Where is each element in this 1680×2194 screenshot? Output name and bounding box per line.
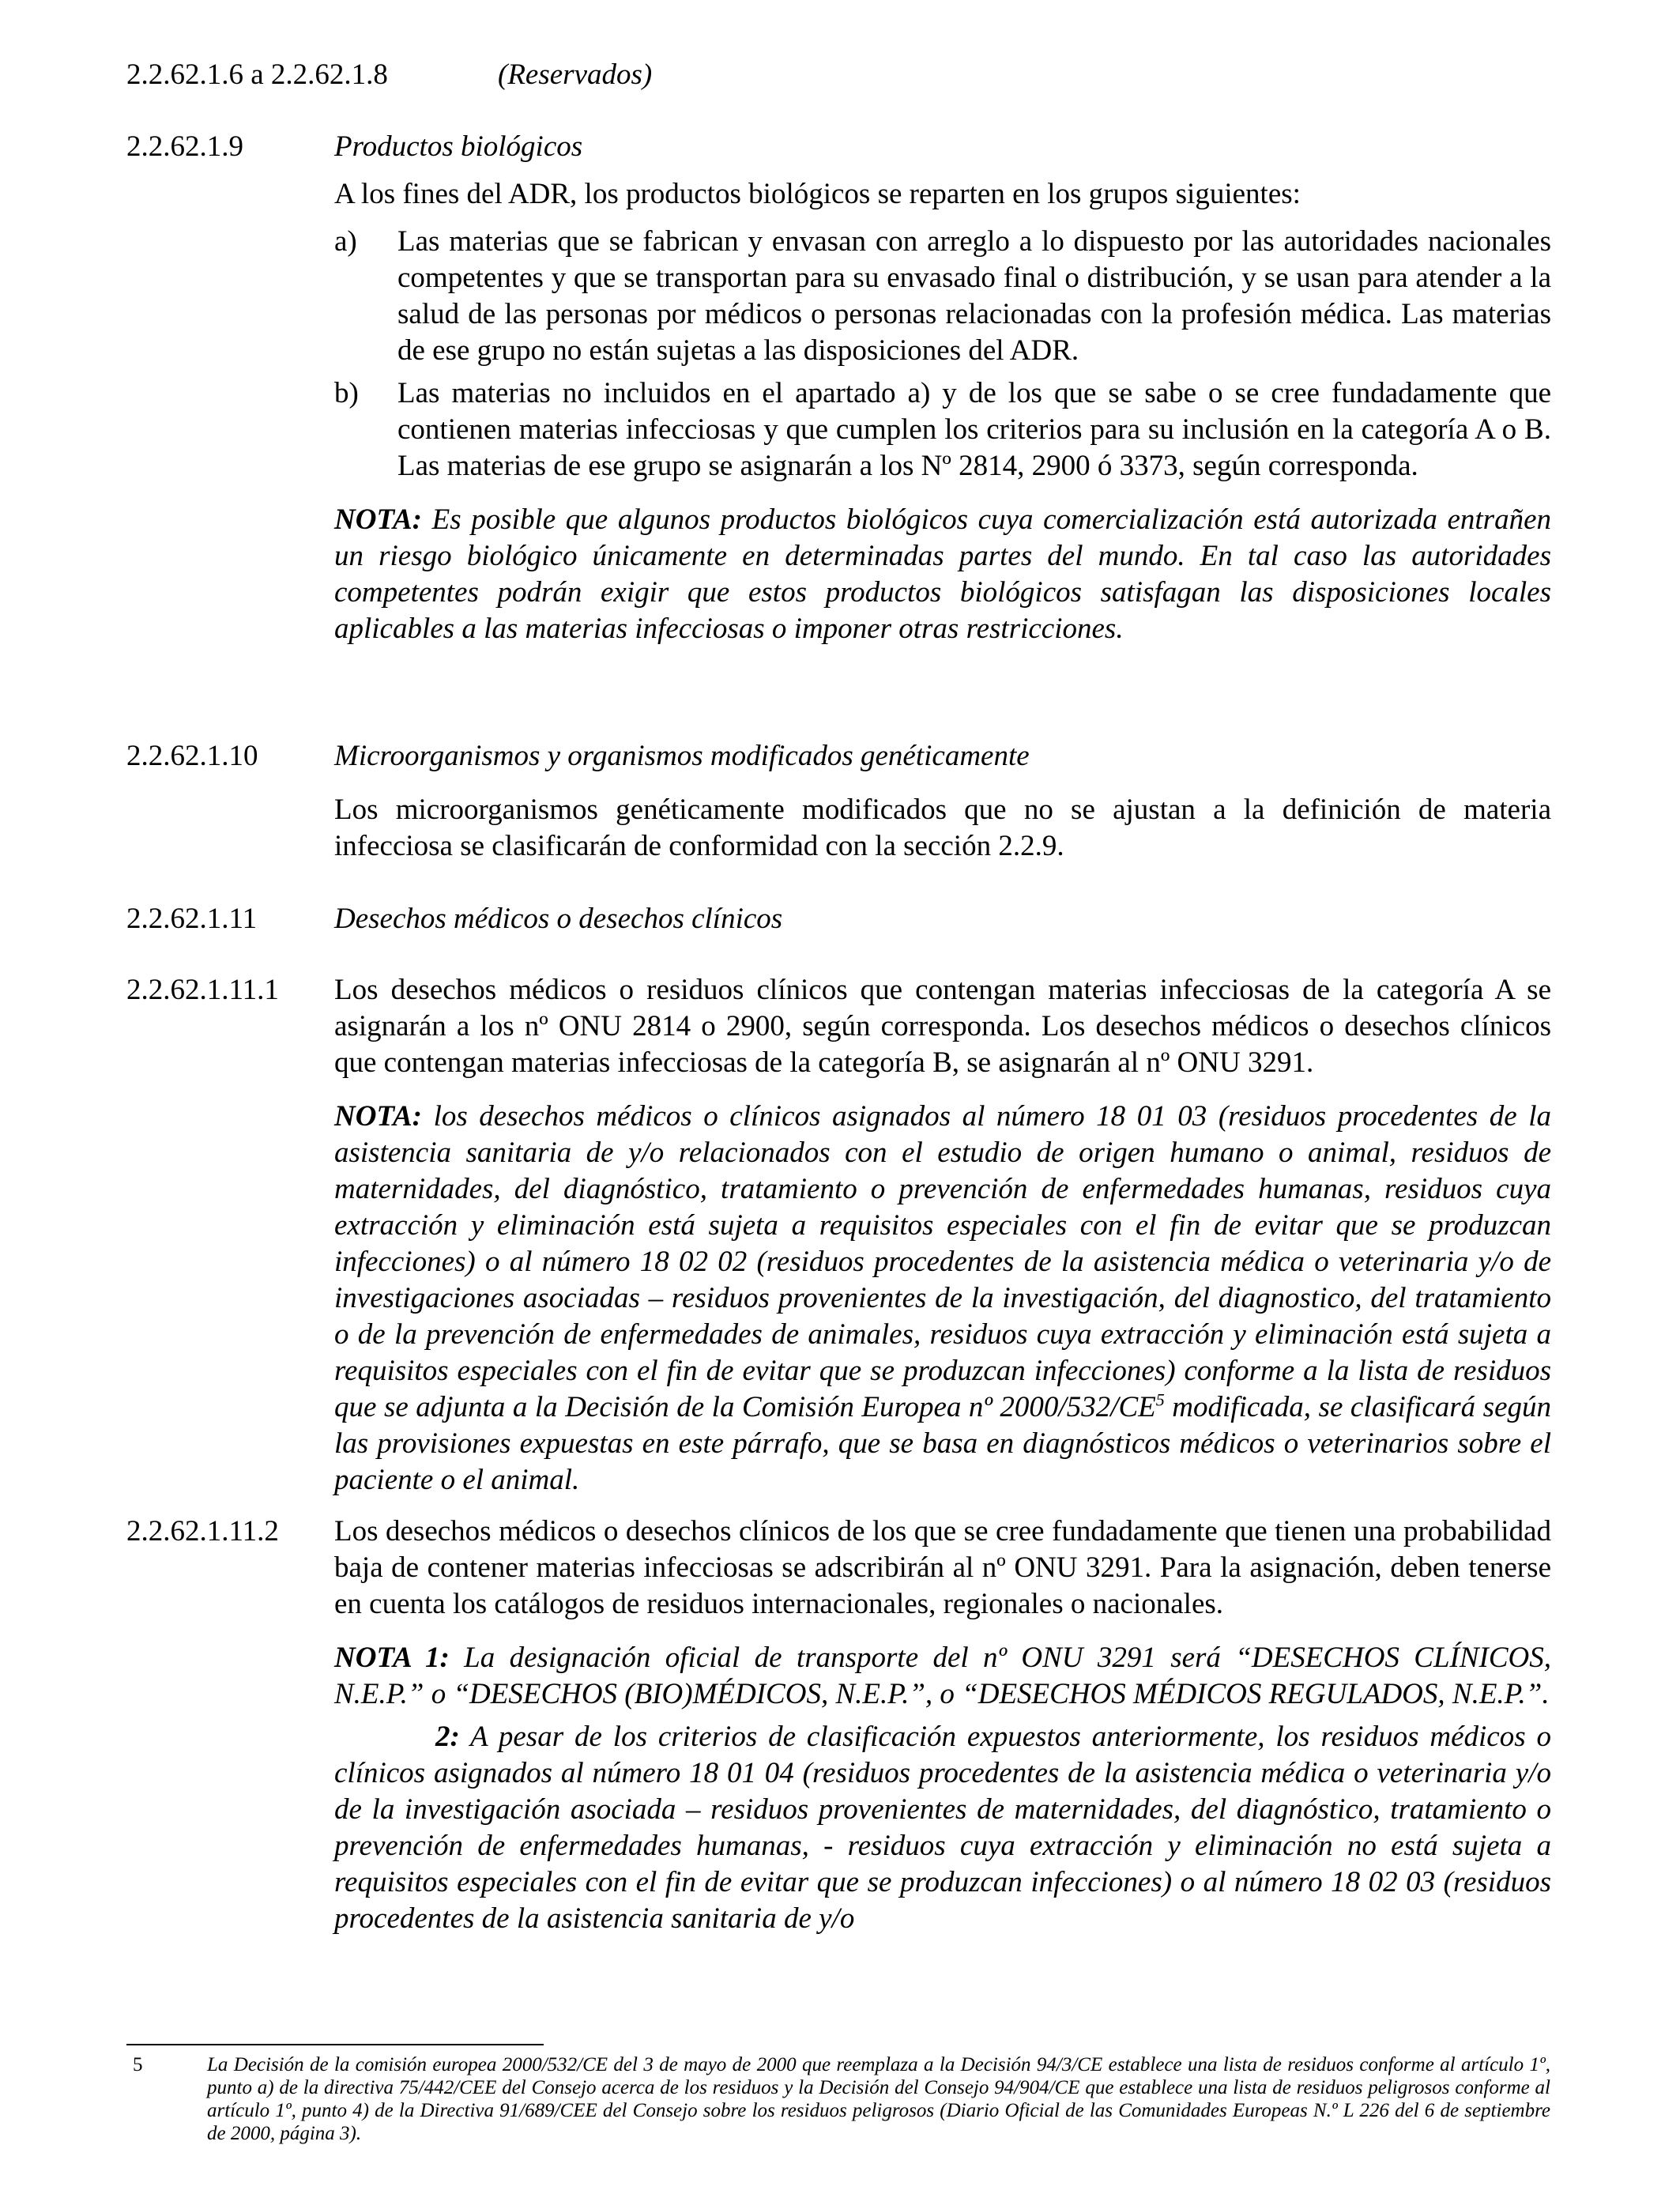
section-number: 2.2.62.1.11.2 bbox=[126, 1515, 279, 1547]
note-label: 2: bbox=[435, 1721, 460, 1753]
section-title: Microorganismos y organismos modificados genéticamente bbox=[334, 740, 1030, 772]
section-number: 2.2.62.1.10 bbox=[126, 740, 258, 772]
footnote-ref[interactable]: 5 bbox=[1155, 1389, 1165, 1410]
footnote-separator bbox=[126, 2044, 544, 2045]
list-item-label: b) bbox=[334, 377, 359, 409]
note-text: los desechos médicos o clínicos asignados al número 18 01 03 (residuos procedentes de la asistencia sanitaria de y/o relacionados con el estudio de origen humano o animal, residuos de maternidades, del diagnóstico, tratamiento o prevención de enfermedades humanas, residuos cuya extracción y eliminación está sujeta a requisitos especiales con el fin de evitar que se produzcan infecciones) o al número 18 02 02 (residuos procedentes de la asistencia médica o veterinaria y/o de investigaciones asociadas – residuos provenientes de la investigación, del diagnostico, del tratamiento o de la prevención de enfermedades de animales, residuos cuya extracción y eliminación está sujeta a requisitos especiales con el fin de evitar que se produzcan infecciones) conforme a la lista de residuos que se adjunta a la Decisión de la Comisión Europea nº 2000/532/CE bbox=[334, 1100, 1551, 1423]
list-item-text: Las materias no incluidos en el apartado a) y de los que se sabe o se cree fundadamente que contienen materias infecciosas y que cumplen los criterios para su inclusión en la categoría A o B. Las materias de ese grupo se asignarán a los Nº 2814, 2900 ó 3373, según corresponda. bbox=[397, 377, 1551, 482]
section-title: Productos biológicos bbox=[334, 130, 583, 163]
section-text: Los desechos médicos o residuos clínicos que contengan materias infecciosas de la categoría A se asignarán a los nº ONU 2814 o 2900, según corresponda. Los desechos médicos o desechos clínicos que contengan materias infecciosas de la categoría B, se asignarán al nº ONU 3291. bbox=[334, 974, 1551, 1079]
list-item bbox=[334, 224, 1551, 369]
footnote-text: La Decisión de la comisión europea 2000/532/CE del 3 de mayo de 2000 que reemplaza a la Decisión 94/3/CE establece una lista de residuos conforme al artículo 1º, punto a) de la directiva 75/442/CEE del Consejo acerca de los residuos y la Decisión del Consejo 94/904/CE que establece una lista de residuos peligrosos conforme al artículo 1º, punto 4) de la Directiva 91/689/CEE del Consejo sobre los residuos peligrosos (Diario Oficial de las Comunidades Europeas N.º L 226 del 6 de septiembre de 2000, página 3). bbox=[207, 2054, 1550, 2144]
note-text: La designación oficial de transporte del nº ONU 3291 será “DESECHOS CLÍNICOS, N.E.P.” o “DESECHOS (BIO)MÉDICOS, N.E.P.”, o “DESECHOS MÉDICOS REGULADOS, N.E.P.”. bbox=[334, 1642, 1551, 1710]
section-title: (Reservados) bbox=[498, 58, 653, 91]
list-item-text: Las materias que se fabrican y envasan con arreglo a lo dispuesto por las autoridades nacionales competentes y que se transportan para su envasado final o distribución, y se usan para atender a la salud de las personas por médicos o personas relacionadas con la profesión médica. Las materias de ese grupo no están sujetas a las disposiciones del ADR. bbox=[397, 225, 1551, 367]
note bbox=[334, 502, 1551, 647]
footnote-mark: 5 bbox=[133, 2054, 143, 2075]
note-label: NOTA 1: bbox=[334, 1642, 450, 1674]
note bbox=[334, 1099, 1551, 1498]
section-text: Los microorganismos genéticamente modificados que no se ajustan a la definición de materia infecciosa se clasificarán de conformidad con la sección 2.2.9. bbox=[334, 794, 1551, 862]
section-number: 2.2.62.1.11.1 bbox=[126, 974, 279, 1006]
note-1 bbox=[334, 1640, 1551, 1713]
note-text-continued: modificada, se clasificará según las provisiones expuestas en este párrafo, que se basa en diagnósticos médicos o veterinarios sobre el paciente o el animal. bbox=[334, 1391, 1552, 1496]
note-label: NOTA: bbox=[334, 1100, 422, 1133]
section-number: 2.2.62.1.9 bbox=[126, 130, 243, 163]
section-number: 2.2.62.1.6 a 2.2.62.1.8 bbox=[126, 58, 388, 91]
note-text: Es posible que algunos productos biológicos cuya comercialización está autorizada entrañen un riesgo biológico únicamente en determinadas partes del mundo. En tal caso las autoridades competentes podrán exigir que estos productos biológicos satisfagan las disposiciones locales aplicables a las materias infecciosas o imponer otras restricciones. bbox=[334, 503, 1551, 645]
section-number: 2.2.62.1.11 bbox=[126, 903, 258, 935]
section-title: Desechos médicos o desechos clínicos bbox=[334, 903, 783, 935]
section-text: Los desechos médicos o desechos clínicos de los que se cree fundadamente que tienen una probabilidad baja de contener materias infecciosas se adscribirán al nº ONU 3291. Para la asignación, deben tenerse en cuenta los catálogos de residuos internacionales, regionales o nacionales. bbox=[334, 1515, 1551, 1620]
section-intro: A los fines del ADR, los productos biológicos se reparten en los grupos siguientes: bbox=[334, 178, 1301, 210]
note-text: A pesar de los criterios de clasificación expuestos anteriormente, los residuos médicos o clínicos asignados al número 18 01 04 (residuos procedentes de la asistencia médica o veterinaria y/o de la investigación asociada – residuos provenientes de maternidades, del diagnóstico, tratamiento o prevención de enfermedades humanas, - residuos cuya extracción y eliminación no está sujeta a requisitos especiales con el fin de evitar que se produzcan infecciones) o al número 18 02 03 (residuos procedentes de la asistencia sanitaria de y/o bbox=[334, 1721, 1551, 1935]
list-item-label: a) bbox=[334, 225, 357, 258]
note-2 bbox=[334, 1719, 1551, 1937]
note-label: NOTA: bbox=[334, 503, 422, 536]
list-item bbox=[334, 375, 1551, 484]
